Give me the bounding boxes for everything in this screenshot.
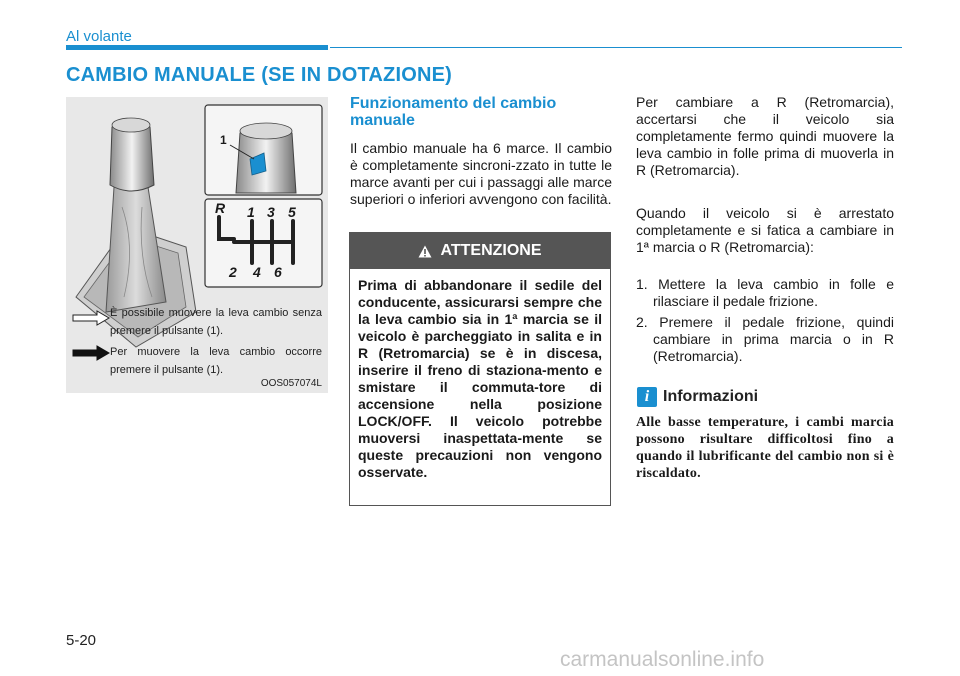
gear-label-6: 6 [274,264,282,280]
gear-label-4: 4 [253,264,261,280]
reverse-paragraph: Per cambiare a R (Retromarcia), accertarsi che il veicolo sia completamente fermo quindi muovere la leva cambio in folle prima di muoverla in R (Retromarcia). [636,94,894,178]
info-title: Informazioni [663,388,759,405]
figure-callout-1: 1 [220,133,227,147]
warning-box [349,232,611,506]
section-title: Al volante [66,28,132,45]
list-item: 2. Premere il pedale frizione, quindi cambiare in prima marcia o in R (Retromarcia). [636,314,894,364]
figure-caption-2: Per muovere la leva cambio occorre premere il pulsante (1). [110,346,322,376]
figure-code: OOS057074L [260,378,322,389]
header-rule-thick [66,45,328,50]
page-title: CAMBIO MANUALE (SE IN DOTAZIONE) [66,64,453,86]
watermark: carmanualsonline.info [560,648,765,671]
gear-label-2: 2 [229,264,237,280]
info-icon: i [637,387,657,407]
gear-label-r: R [215,200,226,216]
outline-arrow-icon [72,310,110,326]
warning-text: Prima di abbandonare il sedile del conducente, assicurarsi sempre che la leva cambio sia in 1ª marcia se il veicolo è parcheggiato in salita e in R (Retromarcia) se è in discesa, inserire il freno di staziona-mento e smistare il commuta-tore di accensione nella posizione LOCK/OFF. Il veicolo potrebbe muoversi inaspettata-mente se queste precauzioni non vengono osservate. [358,277,602,480]
intro-paragraph: Il cambio manuale ha 6 marce. Il cambio è completamente sincroni-zzato in tutte le marce avanti per cui i passaggi alle marce superiori o inferiori avvengono con facilità. [350,140,612,207]
gear-label-5: 5 [288,204,296,220]
stuck-paragraph: Quando il veicolo si è arrestato completamente e si fatica a cambiare in 1ª marcia o R (Retromarcia): [636,205,894,255]
gear-lever-figure [66,97,328,393]
info-text: Alle basse temperature, i cambi marcia possono risultare difficoltosi fino a quando il lubrificante del cambio non si è riscaldato. [636,415,894,481]
page-number: 5-20 [66,632,97,649]
warning-title: ATTENZIONE [440,242,542,259]
figure-caption-1: È possibile muovere la leva cambio senza premere il pulsante (1). [110,307,322,337]
warning-icon [418,245,432,258]
gear-label-3: 3 [267,204,275,220]
solid-arrow-icon [72,345,110,361]
header-rule-thin [330,47,902,48]
list-item: 1. Mettere la leva cambio in folle e rilasciare il pedale frizione. [636,276,894,309]
warning-header [350,233,610,269]
section-heading: Funzionamento del cambio manuale [350,95,557,129]
gear-label-1: 1 [247,204,255,220]
